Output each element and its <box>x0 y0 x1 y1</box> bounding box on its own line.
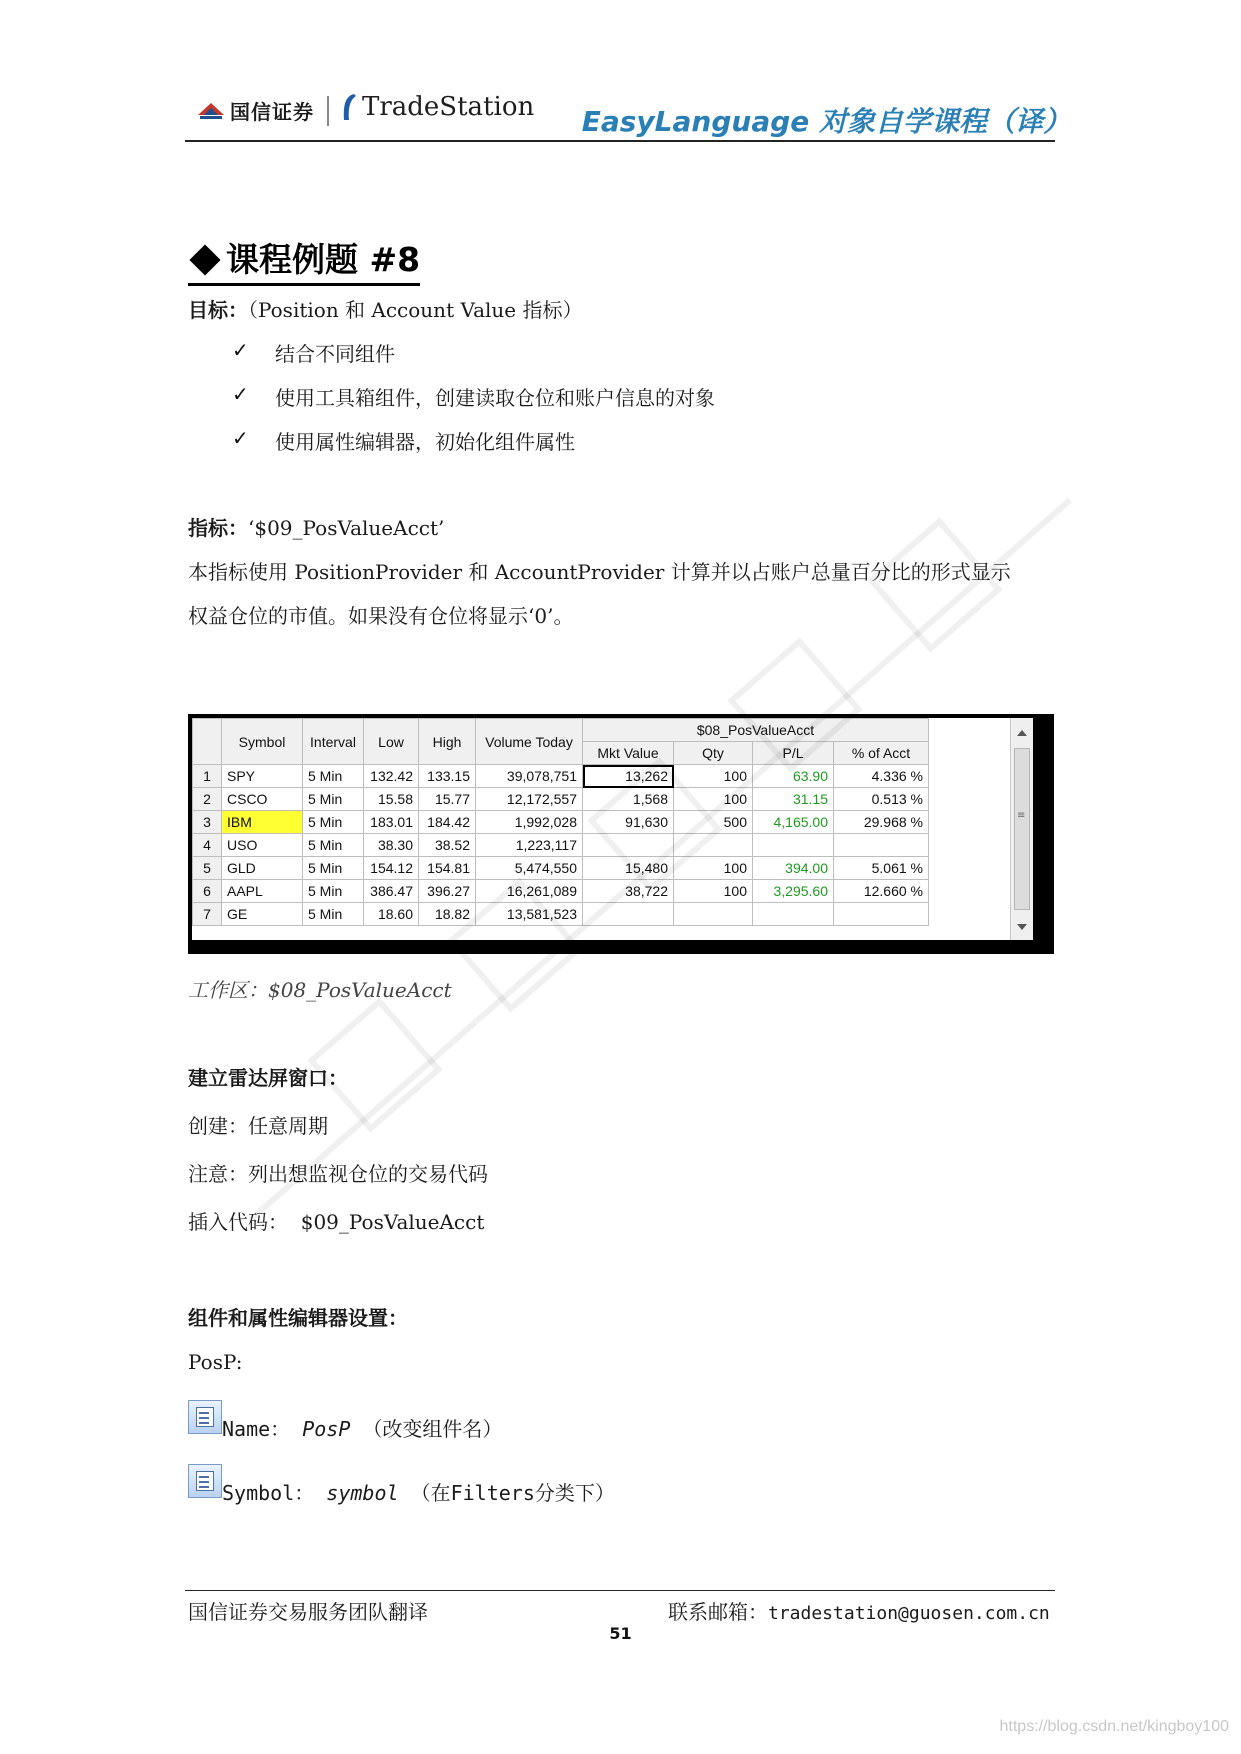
column-header-symbol[interactable]: Symbol <box>222 719 303 765</box>
row-index: 1 <box>193 765 222 788</box>
cell-interval[interactable]: 5 Min <box>303 903 364 926</box>
page-number: 51 <box>609 1624 632 1643</box>
cell-qty[interactable]: 100 <box>674 765 753 788</box>
cell-qty[interactable]: 100 <box>674 880 753 903</box>
symbol-property-note: （在Filters分类下） <box>410 1481 615 1505</box>
cell-volume[interactable]: 12,172,557 <box>476 788 583 811</box>
cell-pct-of-acct[interactable]: 4.336 % <box>834 765 929 788</box>
property-icon <box>188 1400 222 1434</box>
scroll-down-arrow-icon[interactable] <box>1017 924 1027 930</box>
radar-note: 注意：列出想监视仓位的交易代码 <box>188 1162 488 1186</box>
scroll-up-arrow-icon[interactable] <box>1017 730 1027 736</box>
row-index: 6 <box>193 880 222 903</box>
cell-high[interactable]: 15.77 <box>419 788 476 811</box>
footer-contact-label: 联系邮箱： <box>668 1600 768 1624</box>
cell-mkt-value[interactable]: 91,630 <box>583 811 674 834</box>
cell-low[interactable]: 154.12 <box>364 857 419 880</box>
column-header-mkt-value[interactable]: Mkt Value <box>583 742 674 765</box>
cell-high[interactable]: 154.81 <box>419 857 476 880</box>
cell-symbol[interactable]: AAPL <box>222 880 303 903</box>
logo-divider <box>327 96 329 126</box>
cell-symbol-highlighted[interactable]: IBM <box>222 811 303 834</box>
cell-pl[interactable]: 63.90 <box>753 765 834 788</box>
cell-mkt-value[interactable]: 1,568 <box>583 788 674 811</box>
cell-pct-of-acct[interactable]: 29.968 % <box>834 811 929 834</box>
cell-pl[interactable]: 3,295.60 <box>753 880 834 903</box>
column-header-high[interactable]: High <box>419 719 476 765</box>
figure-caption: 工作区：$08_PosValueAcct <box>188 978 452 1002</box>
radar-insert-value: $09_PosValueAcct <box>300 1210 485 1234</box>
objective-item: 使用属性编辑器，初始化组件属性 <box>275 430 575 454</box>
cell-pct-of-acct[interactable] <box>834 834 929 857</box>
cell-volume[interactable]: 13,581,523 <box>476 903 583 926</box>
tradestation-brand-text: TradeStation <box>362 92 535 122</box>
checkmark-icon: ✓ <box>232 426 249 450</box>
cell-pl[interactable]: 4,165.00 <box>753 811 834 834</box>
radar-screen-screenshot <box>188 714 1054 954</box>
row-index: 3 <box>193 811 222 834</box>
name-property-value: PosP <box>302 1417 351 1441</box>
radar-grid <box>192 718 929 926</box>
cell-symbol[interactable]: CSCO <box>222 788 303 811</box>
table-row[interactable] <box>193 857 929 880</box>
footer-email[interactable]: tradestation@guosen.com.cn <box>768 1603 1050 1624</box>
cell-high[interactable]: 396.27 <box>419 880 476 903</box>
property-icon <box>188 1464 222 1498</box>
indicator-name: ‘$09_PosValueAcct’ <box>248 516 445 540</box>
cell-interval[interactable]: 5 Min <box>303 811 364 834</box>
scrollbar-thumb[interactable] <box>1014 748 1030 910</box>
cell-pl[interactable] <box>753 834 834 857</box>
row-index: 7 <box>193 903 222 926</box>
cell-symbol[interactable]: USO <box>222 834 303 857</box>
cell-low[interactable]: 132.42 <box>364 765 419 788</box>
column-header-pct-of-acct[interactable]: % of Acct <box>834 742 929 765</box>
name-property-row <box>188 1400 503 1441</box>
indicator-description-1: 本指标使用 PositionProvider 和 AccountProvider 计算并以占账户总量百分比的形式显示 <box>188 560 1011 584</box>
indicator-line <box>188 512 444 541</box>
cell-symbol[interactable]: GE <box>222 903 303 926</box>
objective-text: （Position 和 Account Value 指标） <box>248 298 583 322</box>
group-header-posvalueacct[interactable]: $08_PosValueAcct <box>583 719 929 742</box>
cell-volume[interactable]: 1,223,117 <box>476 834 583 857</box>
table-row[interactable] <box>193 880 929 903</box>
cell-low[interactable]: 386.47 <box>364 880 419 903</box>
radar-insert <box>188 1206 484 1235</box>
checkmark-icon: ✓ <box>232 382 249 406</box>
objective-item: 结合不同组件 <box>275 342 395 366</box>
symbol-property-key: Symbol： <box>222 1481 315 1505</box>
cell-volume[interactable]: 16,261,089 <box>476 880 583 903</box>
row-index: 4 <box>193 834 222 857</box>
cell-symbol[interactable]: SPY <box>222 765 303 788</box>
page-title-text: 课程例题 #8 <box>226 240 421 279</box>
cell-low[interactable]: 18.60 <box>364 903 419 926</box>
cell-interval[interactable]: 5 Min <box>303 880 364 903</box>
cell-pct-of-acct[interactable]: 5.061 % <box>834 857 929 880</box>
cell-pl[interactable]: 31.15 <box>753 788 834 811</box>
column-header-volume-today[interactable]: Volume Today <box>476 719 583 765</box>
table-row[interactable] <box>193 903 929 926</box>
cell-pct-of-acct[interactable] <box>834 903 929 926</box>
cell-volume[interactable]: 39,078,751 <box>476 765 583 788</box>
table-row[interactable] <box>193 811 929 834</box>
indicator-description-2: 权益仓位的市值。如果没有仓位将显示‘0’。 <box>188 604 574 628</box>
cell-low[interactable]: 15.58 <box>364 788 419 811</box>
cell-volume[interactable]: 5,474,550 <box>476 857 583 880</box>
cell-pl[interactable]: 394.00 <box>753 857 834 880</box>
column-header-low[interactable]: Low <box>364 719 419 765</box>
cell-qty[interactable]: 100 <box>674 788 753 811</box>
vertical-scrollbar[interactable] <box>1010 718 1033 940</box>
row-index-header <box>193 719 222 765</box>
name-property-key: Name： <box>222 1417 291 1441</box>
guosen-logo-icon <box>198 101 224 121</box>
cell-low[interactable]: 38.30 <box>364 834 419 857</box>
radar-create: 创建：任意周期 <box>188 1114 328 1138</box>
column-header-interval[interactable]: Interval <box>303 719 364 765</box>
indicator-label: 指标： <box>188 516 248 540</box>
cell-mkt-value[interactable]: 15,480 <box>583 857 674 880</box>
cell-mkt-value[interactable] <box>583 903 674 926</box>
cell-mkt-value[interactable]: 13,262 <box>583 765 674 788</box>
objective-label: 目标： <box>188 298 248 322</box>
cell-qty[interactable] <box>674 903 753 926</box>
symbol-property-value: symbol <box>326 1481 399 1505</box>
cell-qty[interactable]: 100 <box>674 857 753 880</box>
cell-qty[interactable] <box>674 834 753 857</box>
name-property-text <box>222 1413 502 1442</box>
guosen-logo <box>198 96 314 125</box>
cell-high[interactable]: 18.82 <box>419 903 476 926</box>
footer-credit: 国信证券交易服务团队翻译 <box>188 1600 428 1624</box>
symbol-property-row <box>188 1464 615 1505</box>
cell-pct-of-acct[interactable]: 12.660 % <box>834 880 929 903</box>
cell-high[interactable]: 38.52 <box>419 834 476 857</box>
table-row[interactable] <box>193 788 929 811</box>
diamond-bullet-icon <box>189 244 220 275</box>
source-url: https://blog.csdn.net/kingboy100 <box>999 1718 1229 1735</box>
column-header-pl[interactable]: P/L <box>753 742 834 765</box>
symbol-property-text <box>222 1477 615 1506</box>
name-property-note: （改变组件名） <box>362 1417 503 1441</box>
cell-interval[interactable]: 5 Min <box>303 857 364 880</box>
column-header-qty[interactable]: Qty <box>674 742 753 765</box>
posp-label: PosP: <box>188 1350 243 1374</box>
cell-interval[interactable]: 5 Min <box>303 765 364 788</box>
row-index: 2 <box>193 788 222 811</box>
tradestation-logo-icon <box>340 92 358 122</box>
objective-item: 使用工具箱组件，创建读取仓位和账户信息的对象 <box>275 386 715 410</box>
radar-insert-label: 插入代码： <box>188 1210 288 1234</box>
checkmark-icon: ✓ <box>232 338 249 362</box>
cell-high[interactable]: 184.42 <box>419 811 476 834</box>
course-title: EasyLanguage 对象自学课程（译） <box>581 105 1071 138</box>
radar-grid-area <box>192 718 1010 940</box>
cell-qty[interactable]: 500 <box>674 811 753 834</box>
page-title <box>188 234 420 286</box>
footer-divider <box>185 1590 1055 1591</box>
guosen-brand-text: 国信证券 <box>230 100 314 124</box>
cell-symbol[interactable]: GLD <box>222 857 303 880</box>
footer-contact <box>668 1596 1050 1625</box>
scroll-grip-icon: ≡ <box>1017 810 1026 821</box>
cell-pl[interactable] <box>753 903 834 926</box>
cell-interval[interactable]: 5 Min <box>303 788 364 811</box>
row-index: 5 <box>193 857 222 880</box>
table-row[interactable] <box>193 765 929 788</box>
cell-high[interactable]: 133.15 <box>419 765 476 788</box>
cell-pct-of-acct[interactable]: 0.513 % <box>834 788 929 811</box>
tradestation-logo <box>340 92 534 122</box>
cell-mkt-value[interactable]: 38,722 <box>583 880 674 903</box>
cell-interval[interactable]: 5 Min <box>303 834 364 857</box>
cell-volume[interactable]: 1,992,028 <box>476 811 583 834</box>
cell-low[interactable]: 183.01 <box>364 811 419 834</box>
header-divider <box>185 140 1055 142</box>
radar-heading: 建立雷达屏窗口： <box>188 1066 348 1090</box>
cell-mkt-value[interactable] <box>583 834 674 857</box>
component-heading: 组件和属性编辑器设置： <box>188 1306 408 1330</box>
table-row[interactable] <box>193 834 929 857</box>
objective-line <box>188 294 582 323</box>
